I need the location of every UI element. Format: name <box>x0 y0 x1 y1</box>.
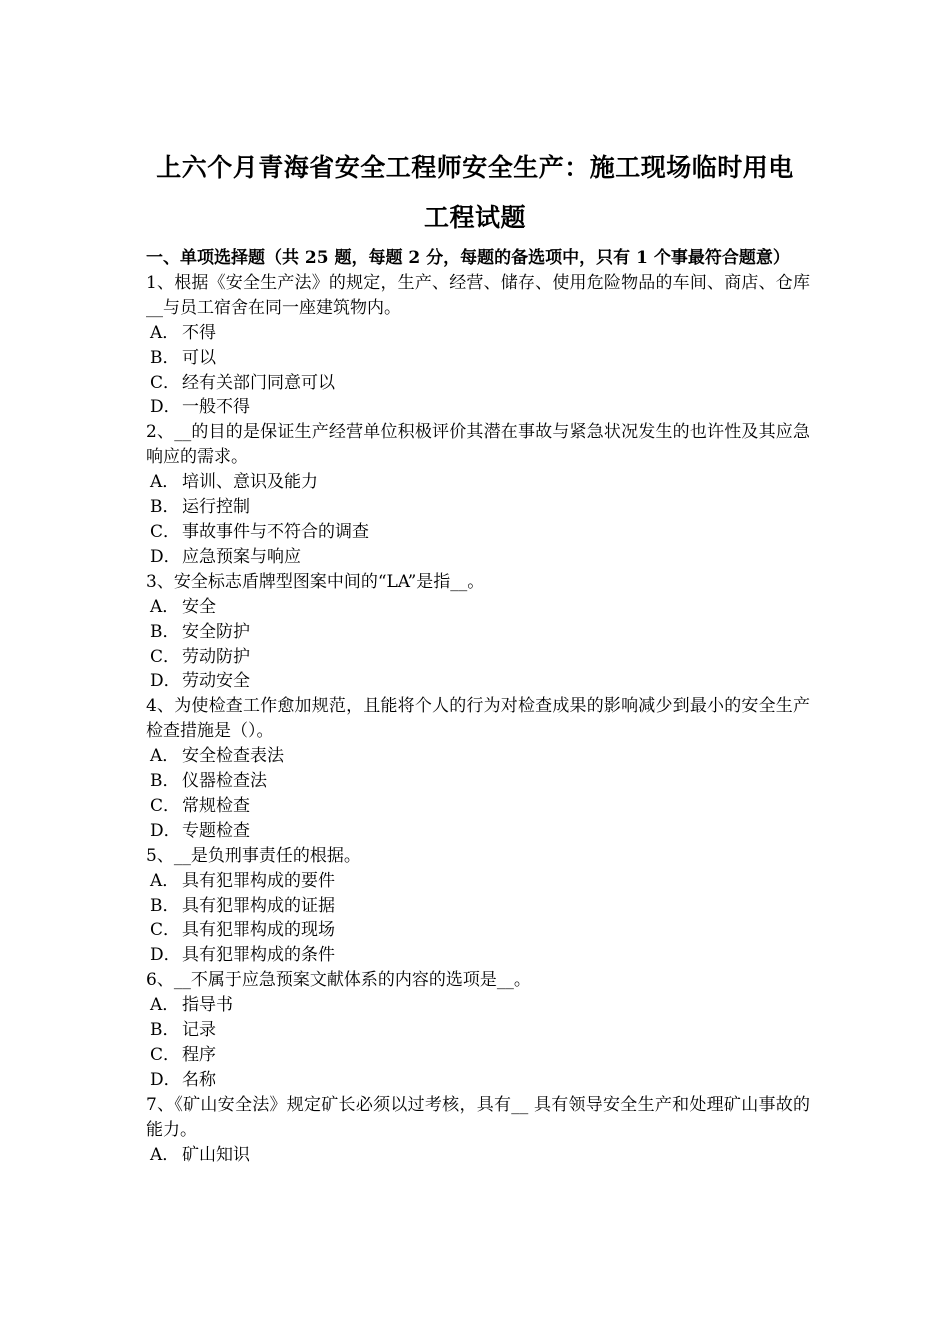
option-key: B． <box>150 771 180 792</box>
option-key: A． <box>150 322 180 343</box>
question-2-option-b <box>146 495 810 520</box>
question-5-option-b <box>146 894 810 919</box>
option-text: 具有犯罪构成的证据 <box>182 895 335 916</box>
option-key: D． <box>150 397 181 418</box>
option-text: 记录 <box>182 1020 216 1041</box>
option-text: 仪器检查法 <box>182 771 267 792</box>
option-key: D． <box>150 945 181 966</box>
option-key: A． <box>150 596 180 617</box>
option-key: A． <box>150 472 180 493</box>
question-4-option-b <box>146 769 810 794</box>
option-key: B． <box>150 895 180 916</box>
option-text: 安全检查表法 <box>182 746 284 767</box>
option-text: 具有犯罪构成的条件 <box>182 945 335 966</box>
question-6: 6、__不属于应急预案文献体系的内容的选项是__。 <box>146 970 531 991</box>
option-text: 常规检查 <box>182 795 250 816</box>
question-1: 1、根据《安全生产法》的规定，生产、经营、储存、使用危险物品的车间、商店、仓库__与员工宿舍在同一座建筑物内。 <box>146 272 810 318</box>
option-key: D． <box>150 1069 181 1090</box>
document-title-line-2: 工程试题 <box>423 203 526 232</box>
option-text: 专题检查 <box>182 820 250 841</box>
option-text: 矿山知识 <box>182 1144 250 1165</box>
option-key: A． <box>150 870 180 891</box>
question-3-option-b <box>146 620 810 645</box>
option-key: C． <box>150 521 181 542</box>
question-6-option-d <box>146 1068 810 1093</box>
question-3-option-c <box>146 645 810 670</box>
section-heading: 一、单项选择题（共 25 题，每题 2 分，每题的备选项中，只有 1 个事最符合题意） <box>146 248 790 268</box>
question-5: 5、__是负刑事责任的根据。 <box>146 845 361 866</box>
option-text: 应急预案与响应 <box>182 546 301 567</box>
option-key: A． <box>150 746 180 767</box>
question-3: 3、安全标志盾牌型图案中间的“LA”是指__。 <box>146 571 485 592</box>
option-text: 安全防护 <box>182 621 250 642</box>
question-7: 7、《矿山安全法》规定矿长必须以过考核，具有__ 具有领导安全生产和处理矿山事故的能力。 <box>146 1094 810 1140</box>
option-text: 具有犯罪构成的现场 <box>182 920 335 941</box>
option-text: 程序 <box>182 1045 216 1065</box>
question-6-option-c <box>146 1043 810 1068</box>
question-1-option-c <box>146 371 810 396</box>
option-text: 安全 <box>182 596 216 617</box>
question-2-option-a <box>146 470 810 495</box>
option-key: D． <box>150 671 181 692</box>
question-3-option-d <box>146 669 810 694</box>
option-key: C． <box>150 1045 181 1065</box>
question-3-option-a <box>146 595 810 620</box>
option-key: D． <box>150 546 181 567</box>
option-key: B． <box>150 621 180 642</box>
option-key: A． <box>150 995 180 1016</box>
question-6-option-a <box>146 993 810 1018</box>
question-1-option-b <box>146 346 810 371</box>
document-body <box>146 246 810 1168</box>
question-6-option-b <box>146 1018 810 1043</box>
question-5-option-d <box>146 943 810 968</box>
option-text: 劳动防护 <box>182 646 250 667</box>
question-4-option-a <box>146 744 810 769</box>
question-2-option-c <box>146 520 810 545</box>
question-4-option-c <box>146 794 810 819</box>
option-text: 事故事件与不符合的调查 <box>182 521 369 542</box>
option-text: 运行控制 <box>182 497 250 518</box>
option-text: 可以 <box>182 347 216 368</box>
option-text: 培训、意识及能力 <box>182 472 318 493</box>
option-key: B． <box>150 497 180 518</box>
option-key: C． <box>150 795 181 816</box>
question-2-option-d <box>146 545 810 570</box>
question-1-option-a <box>146 321 810 346</box>
option-key: A． <box>150 1144 180 1165</box>
option-key: D． <box>150 820 181 841</box>
option-key: B． <box>150 1020 180 1041</box>
question-4: 4、为使检查工作愈加规范，且能将个人的行为对检查成果的影响减少到最小的安全生产检查措施是（）。 <box>146 696 810 742</box>
question-5-option-a <box>146 869 810 894</box>
option-text: 指导书 <box>182 995 233 1016</box>
option-text: 经有关部门同意可以 <box>182 372 335 393</box>
option-text: 一般不得 <box>182 397 250 418</box>
option-key: C． <box>150 920 181 941</box>
option-text: 不得 <box>182 322 216 343</box>
question-5-option-c <box>146 918 810 943</box>
option-key: C． <box>150 646 181 667</box>
option-key: C． <box>150 372 181 393</box>
option-text: 名称 <box>182 1069 216 1090</box>
question-7-option-a <box>146 1143 810 1168</box>
question-1-option-d <box>146 395 810 420</box>
option-key: B． <box>150 347 180 368</box>
document-title-line-1: 上六个月青海省安全工程师安全生产：施工现场临时用电 <box>156 153 794 182</box>
question-4-option-d <box>146 819 810 844</box>
question-2: 2、__的目的是保证生产经营单位积极评价其潜在事故与紧急状况发生的也许性及其应急响应的需求。 <box>146 422 810 468</box>
option-text: 劳动安全 <box>182 671 250 692</box>
option-text: 具有犯罪构成的要件 <box>182 870 335 891</box>
